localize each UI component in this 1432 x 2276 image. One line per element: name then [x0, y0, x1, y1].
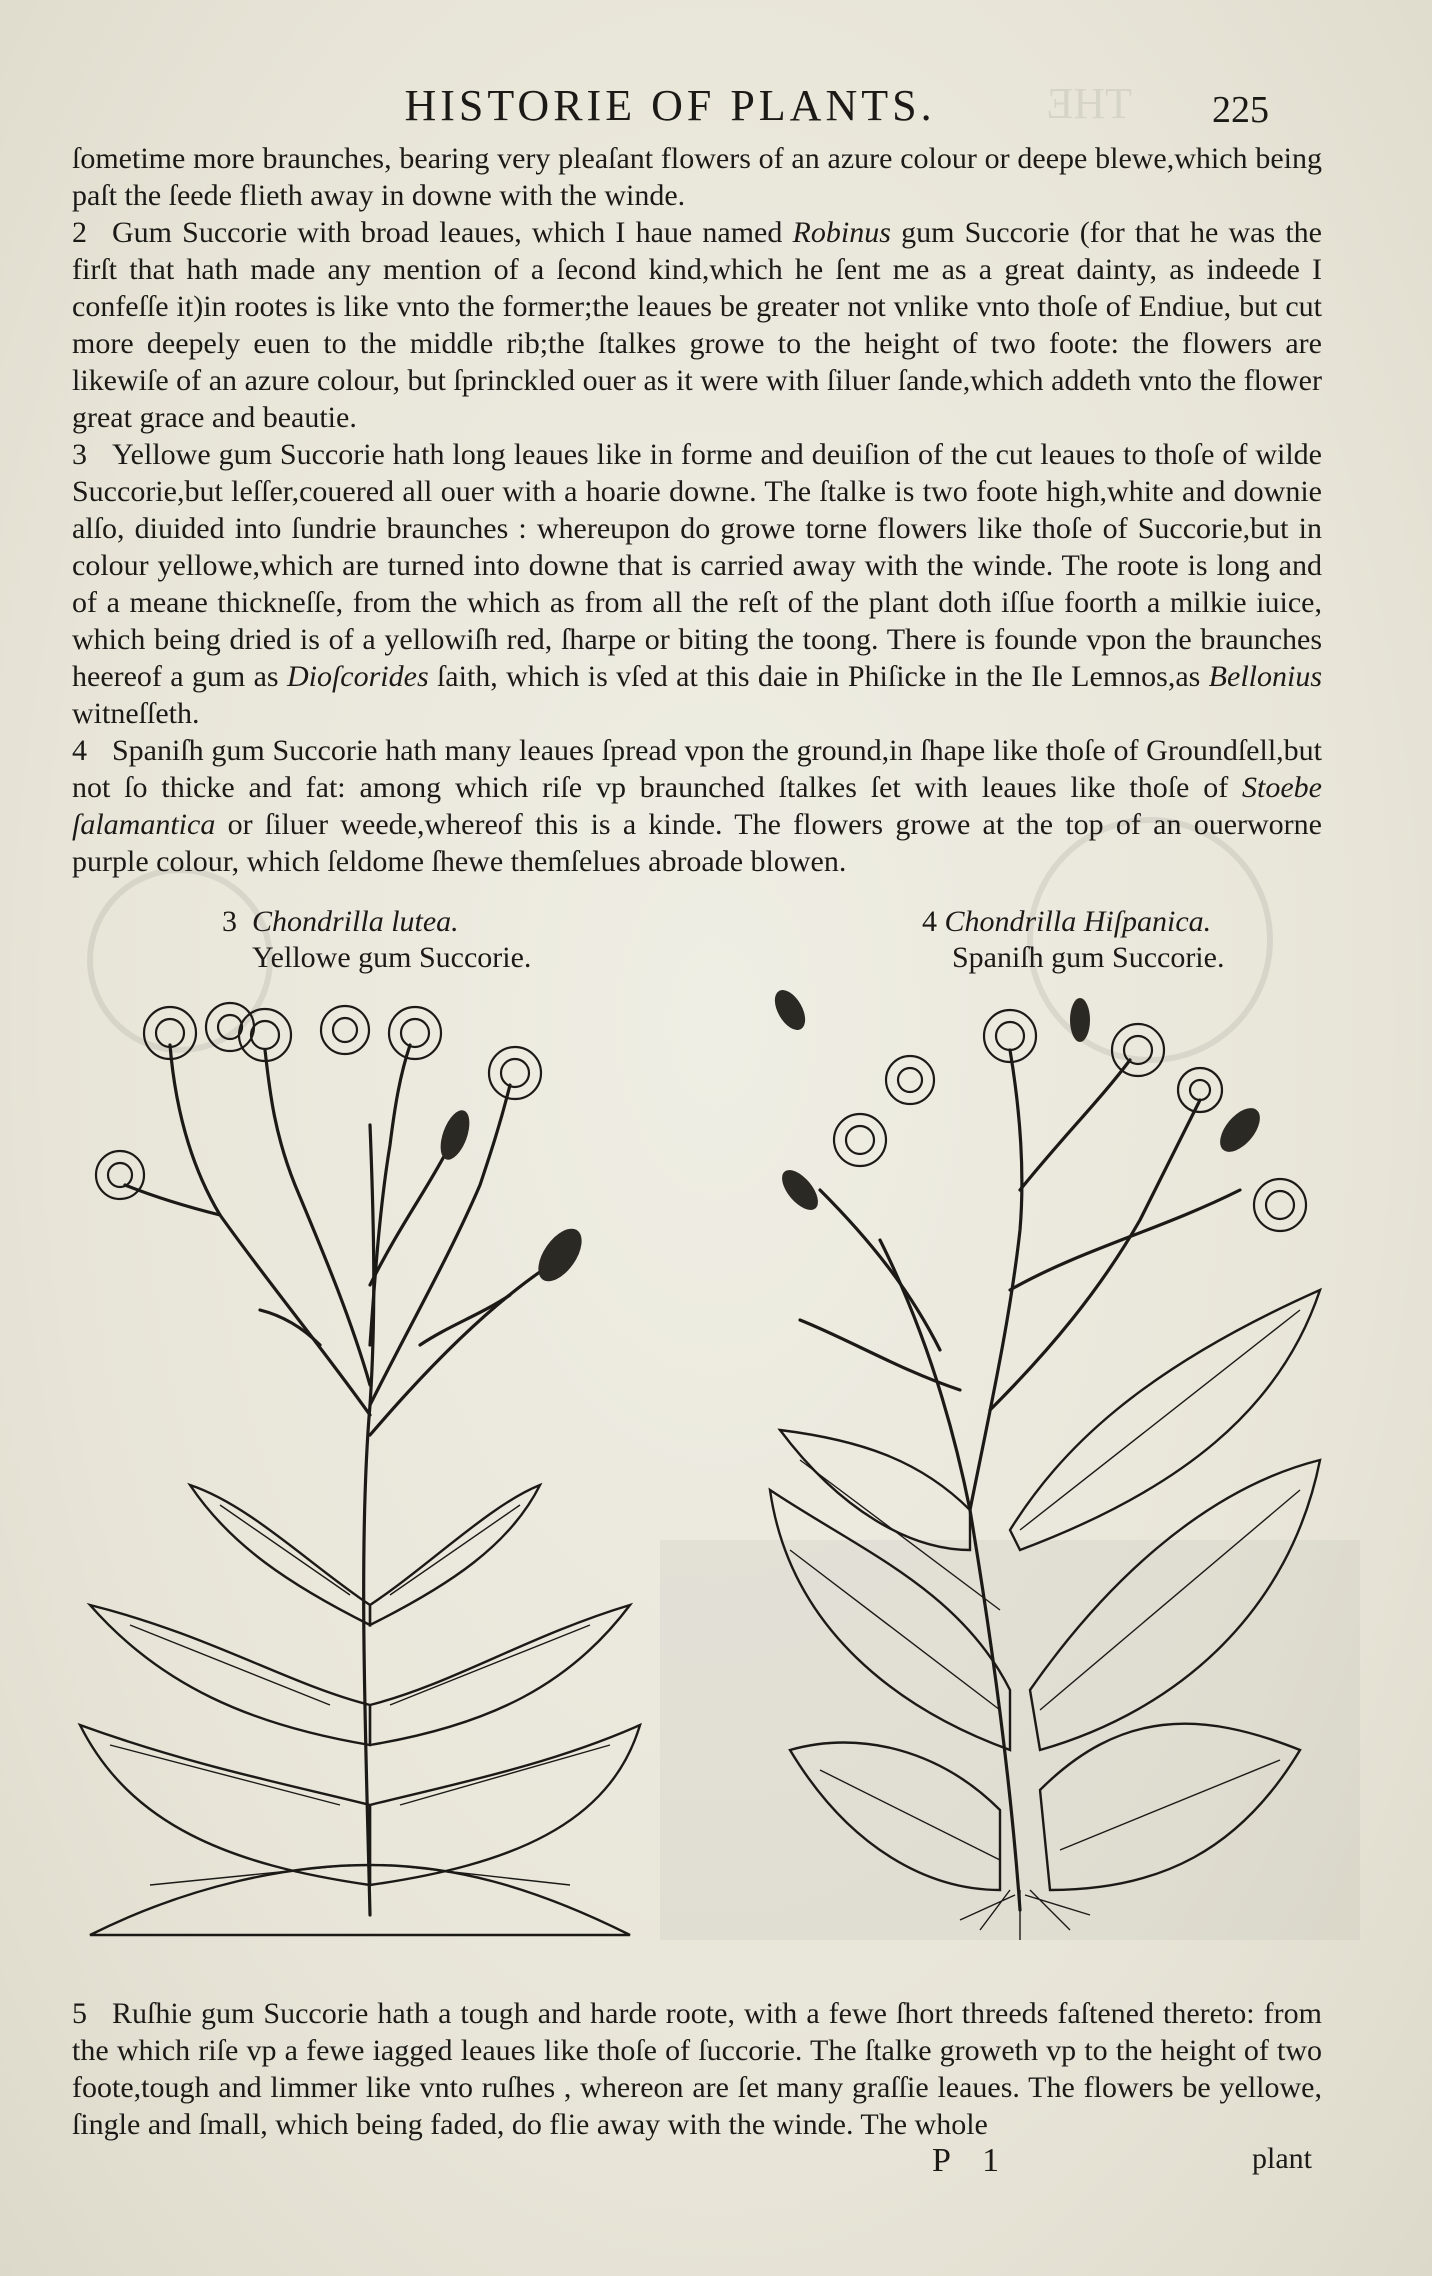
text-run: Gum Succorie with broad leaues, which I haue named — [112, 216, 793, 249]
woodcut-chondrilla-hispanica — [760, 990, 1330, 1950]
paragraph-number: 5 — [72, 1997, 87, 2030]
paragraph-number: 3 — [72, 438, 87, 471]
english-name: Yellowe gum Succorie. — [252, 941, 532, 974]
paragraph — [72, 732, 1322, 880]
body-text-top — [72, 140, 1322, 880]
italic-name: Robinus — [792, 216, 891, 249]
woodcut-chondrilla-lutea — [70, 985, 650, 1945]
figure-caption-4 — [922, 904, 1224, 976]
signature-mark: P 1 — [932, 2142, 1012, 2179]
text-run: Ruſhie gum Succorie hath a tough and harde roote, with a fewe ſhort threeds faſtened thereto: from the which riſe vp a fewe iagged leaues like thoſe of ſuccorie. The ſtalke groweth vp to the height of two foote,tough and limmer like vnto ruſhes , whereon are ſet many graſſie leaues. The flowers be yellowe, ſingle and ſmall, which being faded, do flie away with the winde. The whole — [72, 1997, 1322, 2141]
paragraph-number: 2 — [72, 216, 87, 249]
figure-caption-3 — [222, 904, 531, 976]
latin-name: Chondrilla lutea. — [252, 905, 459, 938]
italic-name: Dioſcorides — [286, 660, 429, 693]
figure-number: 3 — [222, 905, 237, 938]
figure-number: 4 — [922, 905, 937, 938]
text-run: witneſſeth. — [72, 697, 200, 730]
italic-name: Stoebe ſalamantica — [72, 771, 1322, 841]
text-run: Yellowe gum Succorie hath long leaues like in forme and deuiſion of the cut leaues to thoſe of wilde Succorie,but leſſer,couered all ouer with a hoarie downe. The ſtalke is two foote high,white and downie alſo, diuided into ſundrie braunches : whereupon do growe torne flowers like thoſe of Succorie,but in colour yellowe,which are turned into downe that is carried away with the winde. The roote is long and of a meane thickneſſe, from the which as from all the reſt of the plant doth iſſue foorth a milkie iuice, which being dried is of a yellowiſh red, ſharpe or biting the toong. There is founde vpon the braunches heereof a gum as — [72, 438, 1322, 693]
catchword: plant — [1252, 2142, 1312, 2175]
paragraph — [72, 1995, 1322, 2143]
latin-name: Chondrilla Hiſpanica. — [944, 905, 1212, 938]
text-run: Spaniſh gum Succorie hath many leaues ſpread vpon the ground,in ſhape like thoſe of Groundſell,but not ſo thicke and fat: among which riſe vp braunched ſtalkes ſet with leaues like thoſe of — [72, 734, 1322, 804]
text-run: ſometime more braunches, bearing very pleaſant flowers of an azure colour or deepe blewe,which being paſt the ſeede flieth away in downe with the winde. — [72, 142, 1322, 212]
paragraph — [72, 140, 1322, 214]
italic-name: Bellonius — [1208, 660, 1322, 693]
running-title: HISTORIE OF PLANTS. — [404, 81, 936, 130]
svg-text:THE: THE — [1046, 79, 1132, 128]
english-name: Spaniſh gum Succorie. — [952, 941, 1225, 974]
paragraph — [72, 436, 1322, 732]
body-text-bottom — [72, 1995, 1322, 2143]
text-run: gum Succorie (for that he was the firſt that hath made any mention of a ſecond kind,which he ſent me as a great dainty, as indeede I confeſſe it)in rootes is like vnto the former;the leaues be greater not vnlike vnto thoſe of Endiue, but cut more deepely euen to the middle rib;the ſtalkes growe to the height of two foote: the flowers are likewiſe of an azure colour, but ſprinckled ouer as it were with ſiluer ſande,which addeth vnto the flower great grace and beautie. — [72, 216, 1322, 434]
paragraph-number: 4 — [72, 734, 87, 767]
page-number: 225 — [1212, 89, 1269, 131]
paragraph — [72, 214, 1322, 436]
text-run: ſaith, which is vſed at this daie in Phiſicke in the Ile Lemnos,as — [428, 660, 1209, 693]
text-run: or ſiluer weede,whereof this is a kinde. The flowers growe at the top of an ouerworne purple colour, which ſeldome ſhewe themſelues abroade blowen. — [72, 808, 1322, 878]
